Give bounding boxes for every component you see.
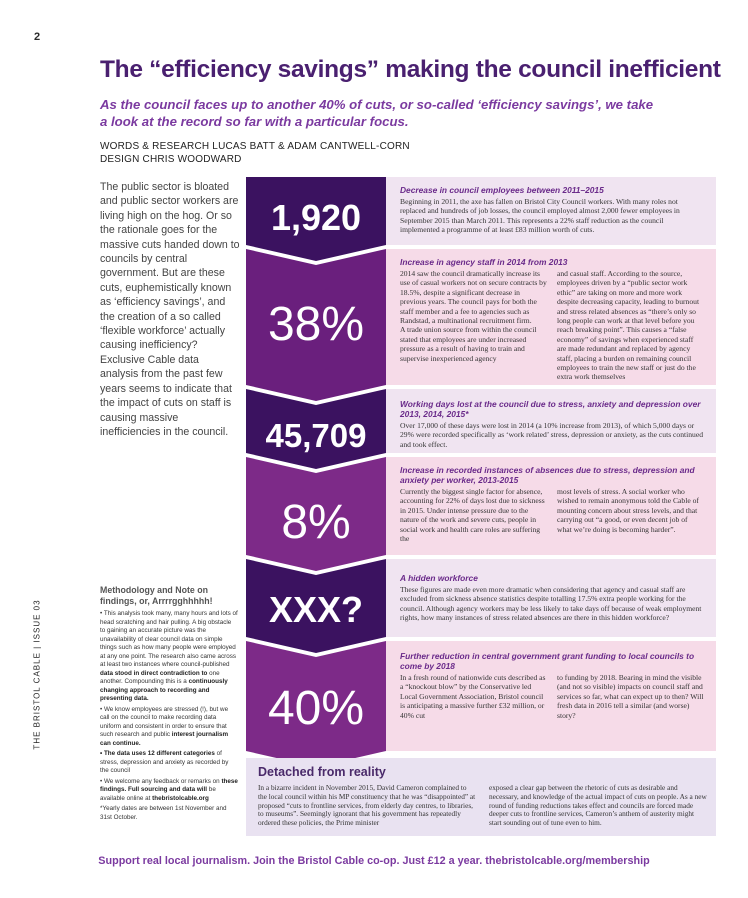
stat-text-col2: to funding by 2018. Bearing in mind the visible (and not so visible) impacts on council staff and services so far, what can expect up to then? Will fresh data in 2016 tell a similar (and worse) story? (557, 673, 704, 720)
stat-panel (386, 249, 716, 385)
stat-arrow-column (246, 177, 386, 839)
detached-box (246, 758, 716, 836)
masthead-text: THE BRISTOL CABLE | ISSUE 03 (32, 599, 42, 750)
detached-title: Detached from reality (258, 765, 386, 779)
methodology-point: • This analysis took many, many hours and lots of head scratching and hair pulling. A big obstacle to gaining an accurate picture was the unavailability of clear council data on simple things such as how many people were employed at any one point. The research also came across at least two instances where council-published data stood in direct contradiction to one another. Compounding this is a continuously changing approach to recording and presenting data. (100, 610, 238, 702)
standfirst: As the council faces up to another 40% of cuts, or so-called ‘efficiency savings’, we take a look at the record so far with a particular focus. (100, 97, 654, 129)
detached-col2: exposed a clear gap between the rhetoric of cuts as desirable and necessary, and knowledge of the actual impact of cuts on people. As a new round of funding reductions takes effect and councils are forced made deeper cuts to frontline services, Cameron’s anthem of austerity might start sounding out of tune even to him. (489, 783, 707, 828)
stat-number: 1,920 (270, 197, 362, 238)
headline: The “efficiency savings” making the council inefficient (100, 56, 721, 83)
stat-text-col1: 2014 saw the council dramatically increase its use of casual workers not on secure contracts by 18.5%, despite a significant decrease in previous years. The council pays for both the staff member and a fee to agencies such as Randstad, a multinational recruitment firm. A trade union source from within the council stated that employees are under increased pressure as a result of having to train and supervise inexperienced agency (400, 269, 547, 363)
stat-title: Working days lost at the council due to stress, anxiety and depression over 2013, 2014, 2015* (400, 399, 701, 419)
stat-text: Over 17,000 of these days were lost in 2014 (a 10% increase from 2013), of which 5,000 days or 29% were recorded specifically as ‘work related’ stress, depression or anxiety, as the cuts continued and took effect. (400, 421, 704, 449)
methodology-footnote: *Yearly dates are between 1st November and 31st October. (100, 805, 227, 821)
stat-text-col2: most levels of stress. A social worker who wished to remain anonymous told the Cable of mounting concern about stress levels, and that carrying out “a good, or even decent job of what we’re doing is becoming harder”. (557, 487, 699, 534)
methodology-point: • We know employees are stressed (!), but we call on the council to make recording data uniform and consistent in order to ensure that such research and public interest journalism can continue. (100, 705, 229, 747)
stat-number: 38% (267, 298, 365, 351)
membership-footer: Support real local journalism. Join the Bristol Cable co-op. Just £12 a year. thebristolcable.org/membership (98, 855, 650, 867)
stat-title: Increase in agency staff in 2014 from 2013 (400, 257, 568, 267)
stat-title: Decrease in council employees between 2011–2015 (400, 185, 604, 195)
methodology-point: • We welcome any feedback or remarks on these findings. Full sourcing and data will be available online at thebristolcable.org (100, 777, 238, 802)
stat-number: 40% (267, 682, 365, 735)
stat-number: XXX? (268, 589, 364, 630)
stat-panel (386, 559, 716, 637)
stat-text-col2: and casual staff. According to the source, employees driven by a “public sector work ethic” are taking on more and more work despite decreasing capacity, leading to burnout and stress related absences as “there’s only so long people can work at that level before you reach breaking point”. This causes a “false economy” of savings when experienced staff are made redundant and replaced by agency staff, placing a burden on remaining council employees to train the new staff or just do the extra work themselves (557, 269, 700, 382)
credit-design: DESIGN CHRIS WOODWARD (100, 154, 242, 165)
stat-title: A hidden workforce (400, 573, 478, 583)
stat-text-col1: In a fresh round of nationwide cuts described as a “knockout blow” by the Conservative led Local Government Association, Bristol council is anticipating a massive further £32 million, or 40% cut (400, 673, 546, 720)
stat-text-col1: Currently the biggest single factor for absence, accounting for 22% of days lost due to sickness in 2015. Under intense pressure due to the nature of the work and severe cuts, people in social work and health care roles are suffering the (400, 487, 545, 544)
stat-text: Beginning in 2011, the axe has fallen on Bristol City Council workers. With many roles not replaced and hundreds of job losses, the council employed almost 2,000 fewer employees in September 2015 than March 2011. This represents a 22% staff reduction as the council implemented a programme of at least £83 million worth of cuts. (400, 197, 680, 235)
detached-col1: In a bizarre incident in November 2015, David Cameron complained to the local council within his MP constituency that he was “disappointed” at proposed “cuts to frontline services, from elderly day centres, to libraries, to museums”. Seemingly ignorant that his government has repeatedly ordered these policies, the Prime minister (258, 783, 476, 828)
stat-number: 8% (281, 496, 351, 549)
stat-panel (386, 389, 716, 453)
intro-text: The public sector is bloated and public sector workers are living high on the hog. Or so the rationale goes for the massive cuts handed down to councils by central government. But are these cuts, euphemistically known as ‘efficiency savings’, and the creation of a so called ‘flexible workforce’ actually causing inefficiency? Exclusive Cable data analysis from the past few years seems to indicate that the impact of cuts on staff is causing massive inefficiencies in the council. (100, 181, 240, 438)
stat-text: These figures are made even more dramatic when considering that agency and casual staff are excluded from sickness absence statistics despite totalling 17.5% extra people working for the council. Although agency workers may be less likely to take days off because of weak employment rights, how many instances of stress related absences are there in this hidden workforce? (400, 585, 702, 623)
page-number: 2 (34, 31, 41, 43)
methodology-title: Methodology and Note on findings, or, Arrrrgghhhhh! (100, 585, 213, 606)
methodology-box (100, 585, 238, 824)
stat-panel (386, 457, 716, 555)
stat-title: Further reduction in central government grant funding to local councils to come by 2018 (400, 651, 695, 671)
stat-panel (386, 177, 716, 245)
stat-number: 45,709 (265, 417, 367, 454)
stat-title: Increase in recorded instances of absences due to stress, depression and anxiety per worker, 2013-2015 (400, 465, 695, 485)
stat-panel (386, 641, 716, 751)
sidebar-masthead (27, 560, 41, 800)
credit-words: WORDS & RESEARCH LUCAS BATT & ADAM CANTWELL-CORN (100, 141, 410, 152)
methodology-point: • The data uses 12 different categories of stress, depression and anxiety as recorded by the council (100, 750, 229, 774)
